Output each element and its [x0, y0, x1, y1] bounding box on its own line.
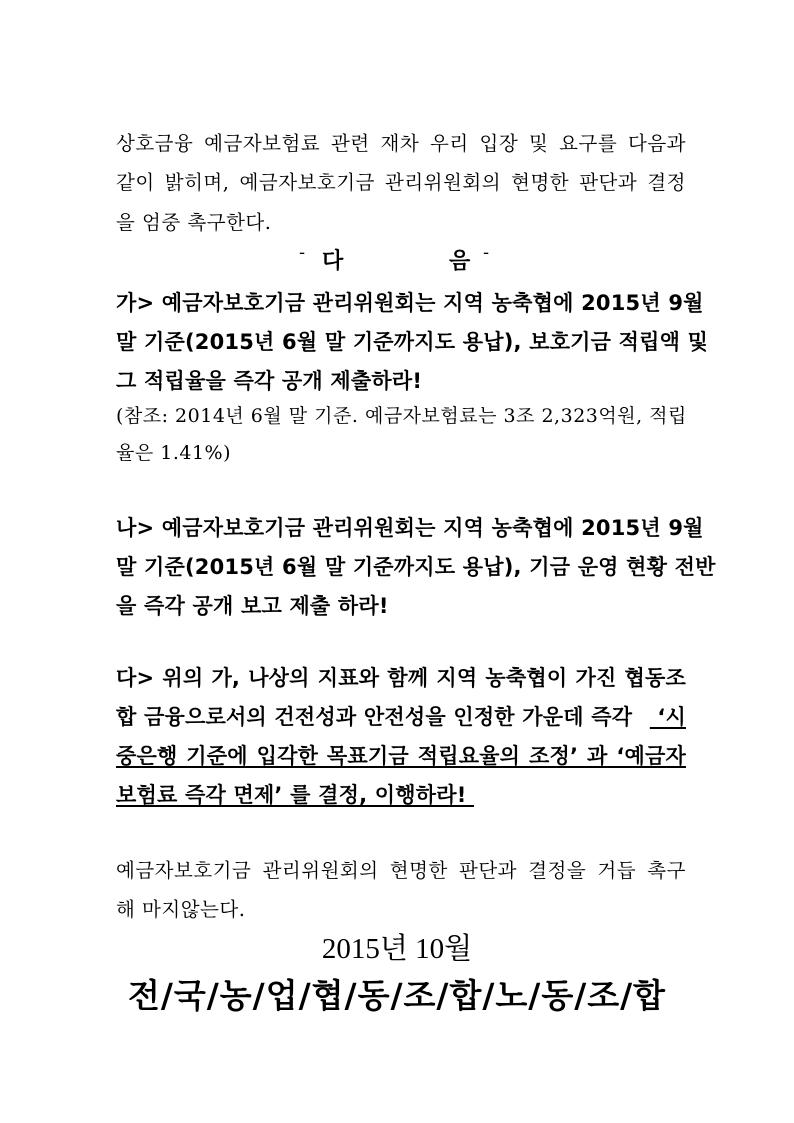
heading-da: 다: [322, 249, 344, 274]
intro-text-1: 상호금융 예금자보험료 관련 재차 우리 입장 및 요구를 다음과: [116, 132, 686, 155]
heading-dash-left: -: [299, 242, 306, 263]
intro-line-2: 같이 밝히며, 예금자보호기금 관리위원회의 현명한 판단과 결정: [116, 171, 686, 194]
organization-name: 전/국/농/업/협/동/조/합/노/동/조/합: [127, 976, 667, 1015]
intro-line-3: 을 엄중 촉구한다.: [116, 211, 272, 234]
item-da-line-2: [116, 701, 686, 731]
item-ga-note-2: 율은 1.41%): [116, 442, 232, 464]
intro-line-1: [116, 128, 686, 156]
closing-line-1: 예금자보호기금 관리위원회의 현명한 판단과 결정을 거듭 촉구: [116, 859, 686, 882]
item-ga-note-1: (참조: 2014년 6월 말 기준. 예금자보험료는 3조 2,323억원, 적립: [116, 405, 687, 427]
item-da-line-3-text: 중은행 기준에 입각한 목표기금 적립요율의 조정’ 과 ‘예금자: [116, 744, 686, 768]
item-da-line-2-plain: 합 금융으로서의 건전성과 안전성을 인정한 가운데 즉각: [116, 705, 633, 729]
item-ga-line-1: 가> 예금자보호기금 관리위원회는 지역 농축협에 2015년 9월: [116, 291, 704, 315]
item-da-line-4: [116, 779, 686, 809]
item-na-line-3: 을 즉각 공개 보고 제출 하라!: [116, 594, 389, 618]
item-na-line-1: 나> 예금자보호기금 관리위원회는 지역 농축협에 2015년 9월: [116, 516, 704, 540]
item-ga-line-2: 말 기준(2015년 6월 말 기준까지도 용납), 보호기금 적립액 및: [116, 330, 709, 354]
section-heading: [0, 244, 794, 274]
closing-line-2: 해 마지않는다.: [116, 898, 246, 921]
item-da-line-1: 다> 위의 가, 나상의 지표와 함께 지역 농축협이 가진 협동조: [116, 666, 686, 690]
item-ga-line-3: 그 적립율을 즉각 공개 제출하라!: [116, 369, 423, 393]
item-da-line-3: [116, 740, 686, 770]
heading-dash-right: -: [483, 242, 490, 263]
item-da-line-4-text: 보험료 즉각 면제’ 를 결정, 이행하라!: [116, 783, 475, 807]
heading-eum: 음: [449, 249, 471, 274]
item-da-line-2-underlined: ‘시: [649, 705, 686, 729]
document-date: 2015년 10월: [321, 933, 473, 965]
item-na-line-2: 말 기준(2015년 6월 말 기준까지도 용납), 기금 운영 현황 전반: [116, 555, 716, 579]
